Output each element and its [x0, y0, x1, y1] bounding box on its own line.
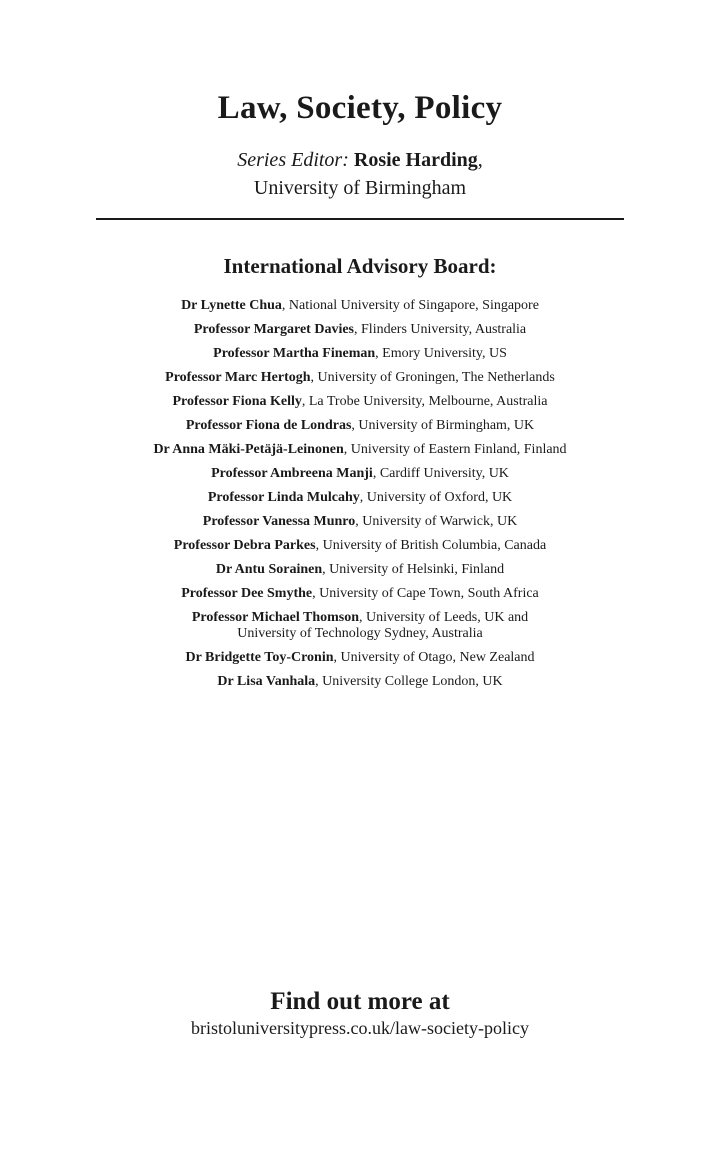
member-name: Professor Martha Fineman	[213, 346, 376, 361]
editor-role: Series Editor:	[237, 149, 349, 171]
list-item	[0, 318, 720, 342]
member-name: Dr Antu Sorainen	[215, 562, 323, 577]
list-item	[0, 342, 720, 366]
list-item	[0, 670, 720, 694]
member-affiliation: , University of Eastern Finland, Finland	[343, 442, 567, 457]
member-affiliation: , University of Leeds, UK and	[359, 610, 529, 625]
list-item	[0, 606, 720, 642]
list-item	[0, 646, 720, 670]
board-heading: International Advisory Board:	[223, 254, 497, 278]
list-item	[0, 414, 720, 438]
member-affiliation: , La Trobe University, Melbourne, Australia	[301, 394, 548, 409]
series-title: Law, Society, Policy	[217, 90, 503, 126]
member-name: Professor Ambreena Manji	[211, 466, 373, 481]
list-item	[0, 534, 720, 558]
editor-affiliation: University of Birmingham	[253, 177, 467, 199]
find-out-heading: Find out more at	[270, 988, 450, 1015]
editor-comma: ,	[477, 149, 483, 171]
list-item	[0, 366, 720, 390]
member-name: Dr Bridgette Toy-Cronin	[185, 650, 334, 665]
member-name: Professor Michael Thomson	[191, 610, 360, 625]
member-affiliation: , University of Otago, New Zealand	[333, 650, 535, 665]
member-name: Professor Fiona de Londras	[185, 418, 352, 433]
member-name: Dr Anna Mäki-Petäjä-Leinonen	[153, 442, 344, 457]
member-affiliation: , Flinders University, Australia	[354, 322, 527, 337]
member-affiliation: , University of Warwick, UK	[355, 514, 518, 529]
list-item	[0, 438, 720, 462]
member-name: Professor Vanessa Munro	[202, 514, 356, 529]
member-name: Professor Debra Parkes	[173, 538, 316, 553]
member-affiliation: , University College London, UK	[315, 674, 503, 689]
list-item	[0, 462, 720, 486]
list-item	[0, 558, 720, 582]
series-editor	[0, 146, 720, 202]
member-affiliation: , National University of Singapore, Singapore	[281, 298, 539, 313]
member-name: Professor Linda Mulcahy	[207, 490, 360, 505]
member-name: Professor Marc Hertogh	[165, 370, 311, 385]
member-affiliation: , University of Cape Town, South Africa	[312, 586, 539, 601]
list-item	[0, 582, 720, 606]
divider	[96, 218, 624, 220]
member-affiliation: , Emory University, US	[375, 346, 507, 361]
member-affiliation: , University of Birmingham, UK	[351, 418, 535, 433]
member-affiliation: , University of Helsinki, Finland	[322, 562, 505, 577]
board-list	[0, 294, 720, 694]
list-item	[0, 486, 720, 510]
member-name: Professor Fiona Kelly	[172, 394, 302, 409]
series-url: bristoluniversitypress.co.uk/law-society-policy	[191, 1018, 529, 1038]
list-item	[0, 510, 720, 534]
member-name: Dr Lisa Vanhala	[217, 674, 316, 689]
member-name: Professor Dee Smythe	[181, 586, 313, 601]
member-affiliation: , Cardiff University, UK	[372, 466, 509, 481]
member-name: Dr Lynette Chua	[181, 298, 282, 313]
member-name: Professor Margaret Davies	[193, 322, 355, 337]
member-affiliation-line2: University of Technology Sydney, Australia	[237, 626, 483, 641]
editor-name: Rosie Harding	[353, 149, 478, 171]
member-affiliation: , University of Oxford, UK	[359, 490, 513, 505]
member-affiliation: , University of Groningen, The Netherlands	[310, 370, 555, 385]
member-affiliation: , University of British Columbia, Canada	[315, 538, 547, 553]
list-item	[0, 294, 720, 318]
list-item	[0, 390, 720, 414]
